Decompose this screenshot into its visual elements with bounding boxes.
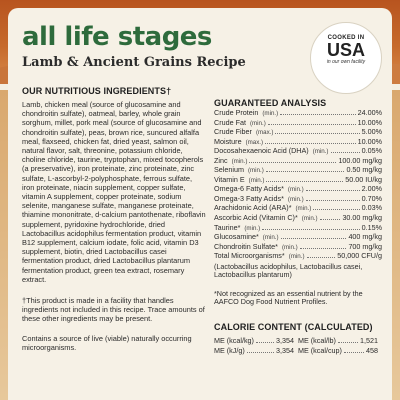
analysis-nutrient: Glucosamine* (214, 232, 259, 242)
analysis-value: 10.00% (357, 117, 382, 127)
analysis-basis: (min.) (231, 157, 248, 165)
dot-leader (247, 352, 274, 353)
analysis-nutrient: Vitamin E (214, 174, 245, 184)
analysis-value: 50.00 IU/kg (345, 174, 382, 184)
analysis-basis: (min.) (244, 224, 261, 232)
calorie-value: 3,354 (276, 336, 294, 346)
ingredients-heading: OUR NUTRITIOUS INGREDIENTS† (22, 86, 172, 96)
analysis-value: 5.00% (361, 127, 382, 137)
analysis-basis: (min.) (262, 234, 279, 242)
analysis-nutrient: Arachidonic Acid (ARA)* (214, 203, 292, 213)
dot-leader (300, 248, 347, 249)
calorie-content-heading: CALORIE CONTENT (CALCULATED) (214, 322, 373, 333)
analysis-basis: (min.) (247, 167, 264, 175)
analysis-value: 0.05% (361, 146, 382, 156)
badge-line-cooked-in: COOKED IN (327, 35, 365, 41)
badge-line-usa: USA (326, 40, 365, 60)
recipe-subtitle: Lamb & Ancient Grains Recipe (22, 55, 246, 70)
analysis-value: 400 mg/kg (348, 232, 382, 242)
analysis-basis: (min.) (295, 205, 312, 213)
analysis-basis: (min.) (288, 253, 305, 261)
analysis-nutrient: Docosahexaenoic Acid (DHA) (214, 146, 309, 156)
analysis-nutrient: Crude Fiber (214, 127, 252, 137)
analysis-value: 0.03% (361, 203, 382, 213)
analysis-value: 10.00% (357, 136, 382, 146)
dot-leader (266, 181, 343, 182)
analysis-nutrient: Crude Protein (214, 108, 259, 117)
calorie-label: ME (kcal/cup) (298, 345, 342, 355)
calorie-row (214, 337, 298, 346)
analysis-basis: (min.) (287, 186, 304, 194)
page-title: all life stages (22, 22, 212, 52)
dot-leader (338, 342, 358, 343)
analysis-basis: (max.) (255, 129, 274, 137)
analysis-value: 24.00% (357, 108, 382, 117)
calorie-value: 1,521 (360, 336, 378, 346)
live-microorganisms-note: Contains a source of live (viable) naturally occurring microorganisms. (22, 333, 192, 352)
guaranteed-analysis-table (214, 109, 382, 262)
calorie-value: 3,354 (276, 345, 294, 355)
analysis-value: 0.15% (361, 222, 382, 232)
analysis-nutrient: Chondroitin Sulfate* (214, 241, 278, 251)
microorganisms-note: (Lactobacillus acidophilus, Lactobacillus casei, Lactobacillus plantarum) (214, 261, 363, 280)
analysis-value: 50,000 CFU/g (337, 251, 382, 261)
calorie-label: ME (kcal/kg) (214, 336, 254, 346)
dot-leader (313, 209, 359, 210)
analysis-value: 0.50 mg/kg (346, 165, 382, 175)
dot-leader (280, 114, 355, 115)
side-border-left (0, 90, 8, 400)
analysis-nutrient: Crude Fat (214, 117, 246, 127)
badge-line-facility: in our own facility (326, 59, 366, 65)
ingredients-list: Lamb, chicken meal (source of glucosamine and chondroitin sulfate), oatmeal, barley, whole grain sorghum, millet, pork meal (source of glucosamine and chondroitin sulfate), peas, brown rice, suncured alfalfa meal, flaxseed, chicken fat, dried yeast, salmon oil, natural flavor, salt, threonine, potassium chloride, choline chloride, taurine, tryptophan, mixed tocopherols (a preservative), iron proteinate, zinc proteinate, zinc sulfate, L-ascorbyl-2-polyphosphate, ferrous sulfate, iron proteinate, niacin supplement, copper sulfate, vitamin A supplement, copper proteinate, sodium selenite, manganese sulfate, manganese proteinate, thiamine mononitrate, d-calcium pantothenate, riboflavin supplement, pyridoxine hydrochloride, dried Lactobacillus acidophilus fermentation product, vitamin B12 supplement, calcium iodate, folic acid, vitamin D3 supplement, biotin, dried Lactobacillus casei fermentation product, dried Lactobacillus plantarum fermentation product, green tea extract, rosemary extract. (22, 100, 206, 284)
analysis-basis: (max.) (245, 138, 264, 146)
dot-leader (306, 200, 360, 201)
calorie-content-table (214, 337, 382, 355)
analysis-basis: (min.) (301, 215, 318, 223)
analysis-basis: (min.) (249, 119, 266, 127)
analysis-nutrient: Total Microorganisms* (214, 251, 285, 261)
analysis-basis: (min.) (262, 110, 279, 117)
analysis-value: 0.70% (361, 193, 382, 203)
analysis-basis: (min.) (248, 176, 265, 184)
analysis-value: 30.00 mg/kg (342, 213, 382, 223)
analysis-section (214, 98, 382, 355)
analysis-nutrient: Selenium (214, 165, 244, 175)
dot-leader (320, 219, 341, 220)
dot-leader (266, 171, 345, 172)
analysis-row (214, 252, 382, 262)
analysis-nutrient: Moisture (214, 136, 242, 146)
analysis-nutrient: Omega-3 Fatty Acids* (214, 193, 284, 203)
calorie-row (298, 337, 382, 346)
dot-leader (307, 257, 336, 258)
dot-leader (306, 190, 360, 191)
dot-leader (256, 342, 274, 343)
dot-leader (331, 152, 360, 153)
analysis-basis: (min.) (287, 195, 304, 203)
analysis-nutrient: Zinc (214, 155, 228, 165)
dot-leader (268, 124, 356, 125)
dot-leader (262, 229, 359, 230)
analysis-nutrient: Ascorbic Acid (Vitamin C)* (214, 213, 298, 223)
side-border-right (392, 90, 400, 400)
analysis-basis: (min.) (312, 148, 329, 156)
ingredients-section (22, 86, 206, 352)
calorie-label: ME (kcal/lb) (298, 336, 336, 346)
calorie-row (214, 347, 298, 356)
cooked-in-usa-badge (310, 22, 382, 94)
dot-leader (249, 162, 336, 163)
analysis-nutrient: Taurine* (214, 222, 241, 232)
analysis-value: 2.00% (361, 184, 382, 194)
calorie-value: 458 (366, 345, 378, 355)
aafco-note: *Not recognized as an essential nutrient by the AAFCO Dog Food Nutrient Profiles. (214, 288, 363, 306)
analysis-value: 100.00 mg/kg (338, 155, 382, 165)
dot-leader (265, 143, 356, 144)
dot-leader (281, 238, 347, 239)
calorie-label: ME (kJ/g) (214, 345, 245, 355)
dot-leader (275, 133, 359, 134)
calorie-row (298, 347, 382, 356)
analysis-nutrient: Omega-6 Fatty Acids* (214, 184, 284, 194)
dot-leader (344, 352, 364, 353)
analysis-value: 700 mg/kg (348, 241, 382, 251)
guaranteed-analysis-heading: GUARANTEED ANALYSIS (214, 98, 327, 108)
analysis-basis: (min.) (281, 243, 298, 251)
facility-note: †This product is made in a facility that handles ingredients not included in this recipe. Trace amounts of these other ingredients may be present. (22, 296, 205, 324)
